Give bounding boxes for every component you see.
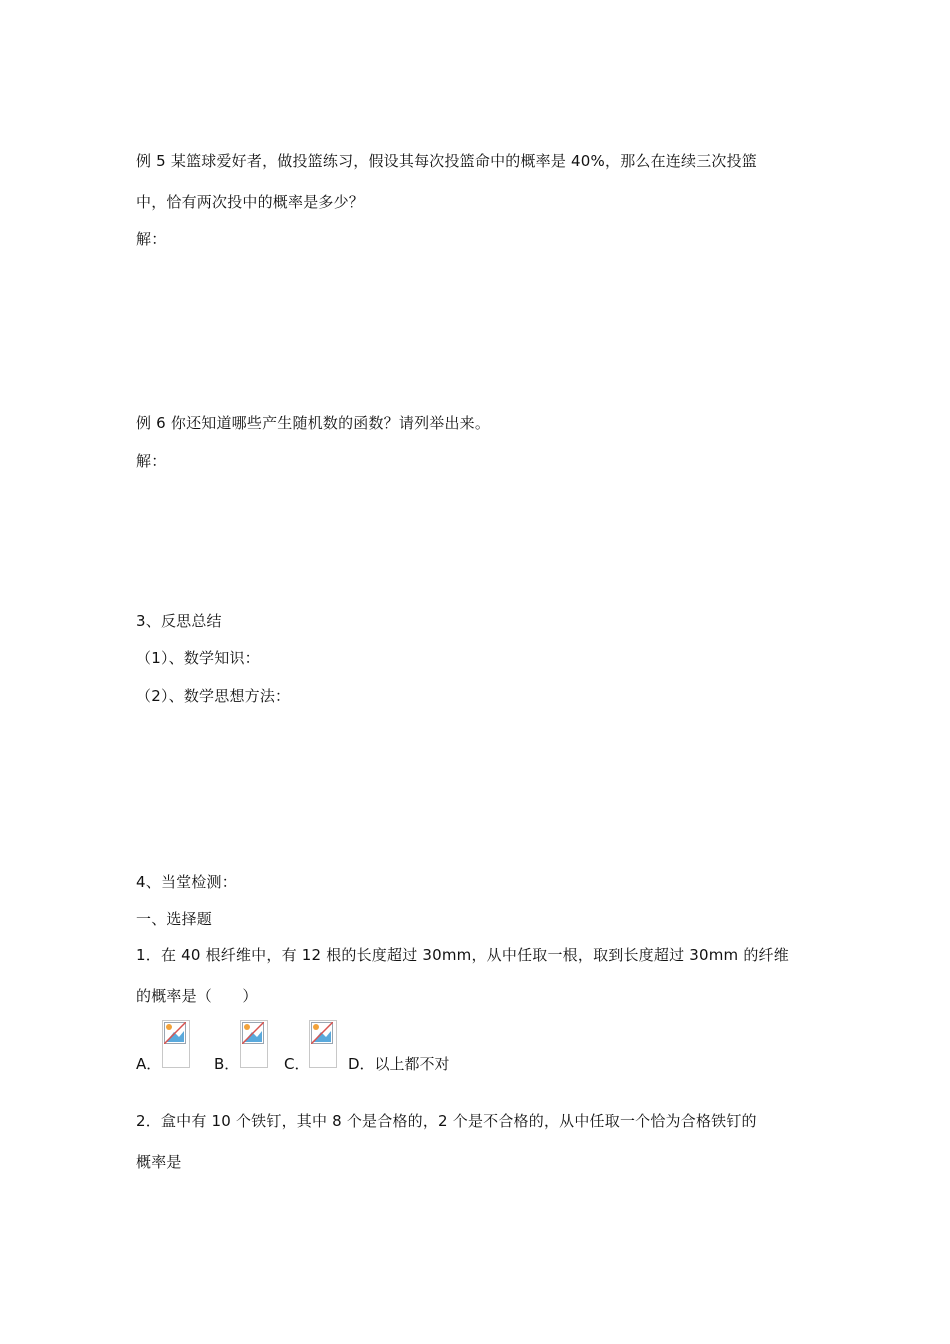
broken-image-icon <box>240 1020 268 1068</box>
example6-question: 例 6 你还知道哪些产生随机数的函数？请列举出来。 <box>136 414 491 432</box>
question2-line1: 2．盒中有 10 个铁钉，其中 8 个是合格的，2 个是不合格的，从中任取一个恰为合格铁钉的 <box>136 1112 757 1130</box>
broken-image-icon <box>162 1020 190 1068</box>
example5-question-line1: 例 5 某篮球爱好者，做投篮练习，假设其每次投篮命中的概率是 40%，那么在连续三次投篮 <box>136 152 757 170</box>
summary-heading: 3、反思总结 <box>136 612 222 630</box>
question1-line2: 的概率是（ ） <box>136 987 258 1005</box>
option-d-label: D．以上都不对 <box>348 1055 450 1073</box>
broken-image-icon <box>309 1020 337 1068</box>
summary-item-math-methods: （2）、数学思想方法： <box>136 687 291 705</box>
option-c-label: C． <box>284 1055 310 1073</box>
question1-line1: 1．在 40 根纤维中，有 12 根的长度超过 30mm，从中任取一根，取到长度超过 30mm 的纤维 <box>136 946 789 964</box>
option-b-label: B． <box>214 1055 240 1073</box>
question2-line2: 概率是 <box>136 1153 182 1171</box>
example5-question-line2: 中，恰有两次投中的概率是多少？ <box>136 193 365 211</box>
test-heading: 4、当堂检测： <box>136 873 237 891</box>
summary-item-math-knowledge: （1）、数学知识： <box>136 649 260 667</box>
example5-answer-label: 解： <box>136 230 167 248</box>
example6-answer-label: 解： <box>136 452 167 470</box>
multiple-choice-section-title: 一、选择题 <box>136 910 213 928</box>
option-a-label: A． <box>136 1055 162 1073</box>
